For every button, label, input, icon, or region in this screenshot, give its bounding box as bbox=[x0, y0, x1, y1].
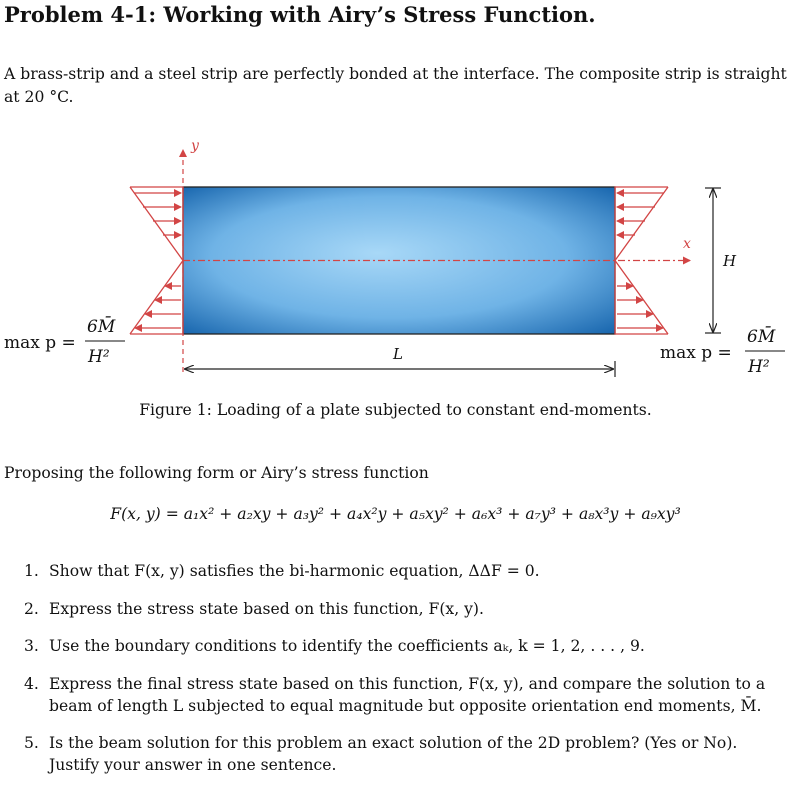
intro-paragraph: A brass-strip and a steel strip are perfectly bonded at the interface. The composite strip is straight at 20 °C. bbox=[4, 65, 787, 106]
right-max-p-denominator: H² bbox=[748, 357, 770, 377]
airy-stress-function-formula: F(x, y) = a₁x² + a₂xy + a₃y² + a₄x²y + a₅xy² + a₆x³ + a₇y³ + a₈x³y + a₉xy³ bbox=[110, 505, 681, 523]
question-text: Is the beam solution for this problem an exact solution of the 2D problem? (Yes or No). Justify your answer in one sentence. bbox=[49, 734, 738, 774]
question-list bbox=[0, 560, 791, 792]
question-text: Express the final stress state based on this function, F(x, y), and compare the solution to a beam of length L subjected to equal magnitude but opposite orientation end moments, M̄. bbox=[49, 674, 766, 715]
question-text: Express the stress state based on this function, F(x, y). bbox=[49, 599, 484, 618]
right-max-p-numerator: 6M̄ bbox=[747, 327, 776, 347]
problem-title: Problem 4-1: Working with Airy’s Stress Function. bbox=[4, 2, 596, 27]
question-item bbox=[0, 560, 791, 582]
question-item bbox=[0, 673, 791, 717]
proposing-text: Proposing the following form or Airy’s stress function bbox=[4, 464, 429, 482]
left-max-p-numerator: 6M̄ bbox=[87, 317, 116, 337]
left-stress-distribution bbox=[130, 187, 183, 334]
right-max-p-prefix: max p = bbox=[660, 343, 732, 363]
height-label: H bbox=[723, 252, 737, 270]
question-number: 4. bbox=[24, 674, 39, 693]
figure-plate-loading bbox=[0, 140, 791, 390]
question-number: 3. bbox=[24, 637, 39, 655]
question-item bbox=[0, 635, 791, 657]
question-text: Use the boundary conditions to identify the coefficients aₖ, k = 1, 2, . . . , 9. bbox=[49, 637, 645, 655]
y-axis-label: y bbox=[191, 140, 199, 154]
question-number: 1. bbox=[24, 562, 39, 580]
question-item bbox=[0, 598, 791, 620]
length-label: L bbox=[393, 345, 403, 363]
x-axis-label: x bbox=[683, 236, 691, 252]
left-max-p-denominator: H² bbox=[88, 347, 110, 367]
question-text: Show that F(x, y) satisfies the bi-harmonic equation, ΔΔF = 0. bbox=[49, 562, 540, 580]
left-max-p-prefix: max p = bbox=[4, 333, 76, 353]
question-number: 2. bbox=[24, 599, 39, 618]
figure-caption: Figure 1: Loading of a plate subjected to constant end-moments. bbox=[139, 401, 652, 419]
question-item bbox=[0, 732, 791, 776]
question-number: 5. bbox=[24, 734, 39, 752]
